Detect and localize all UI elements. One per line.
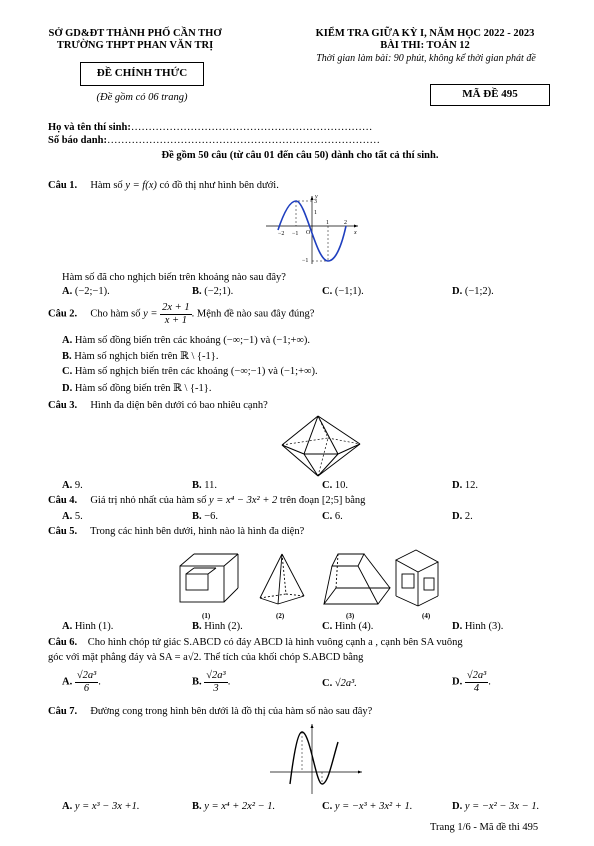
dept-name: SỞ GD&ĐT THÀNH PHỐ CẦN THƠ — [48, 28, 222, 39]
q7-stem — [48, 706, 372, 717]
q6-stem-line1 — [48, 637, 463, 648]
q5-option-c[interactable]: C. Hình (4). — [322, 621, 374, 632]
q2-option-c[interactable]: C. Hàm số nghịch biến trên các khoảng (−∞;−1) và (−1;+∞). — [62, 366, 318, 377]
q3-option-c[interactable]: C. 10. — [322, 480, 348, 491]
q5-figure-3 — [324, 554, 390, 604]
q2-y: y = — [143, 308, 158, 320]
q4-number: Câu 4. — [48, 495, 78, 506]
q1-tick-1: 1 — [326, 220, 329, 226]
q2-option-d[interactable]: D. Hàm số đồng biến trên ℝ \ {-1}. — [62, 383, 212, 394]
time-info: Thời gian làm bài: 90 phút, không kể thời gian phát đề — [316, 53, 536, 64]
q7-option-d[interactable]: D. y = −x² − 3x − 1. — [452, 801, 540, 812]
student-name-row — [48, 122, 372, 133]
q5-label-4: (4) — [422, 612, 431, 620]
q1-tick-m2: −2 — [278, 231, 285, 237]
q2-number: Câu 2. — [48, 308, 78, 320]
student-name-dots[interactable]: …………………………………………………………… — [130, 122, 373, 133]
q1-origin: O — [306, 230, 311, 236]
q1-tick-m1: −1 — [292, 231, 299, 237]
q1-x-arrow — [354, 225, 358, 228]
q7-x-arrow — [358, 771, 362, 774]
q7-option-b[interactable]: B. y = x⁴ + 2x² − 1. — [192, 801, 276, 812]
q3-text: Hình đa diện bên dưới có bao nhiêu cạnh? — [90, 400, 268, 411]
q1-func: y = f(x) — [125, 180, 157, 191]
q4-option-d[interactable]: D. 2. — [452, 511, 473, 522]
q4-mid: trên đoạn — [279, 495, 320, 506]
q4-range: [2;5] — [321, 495, 343, 506]
q7-curve — [290, 732, 338, 784]
q1-graph — [262, 194, 362, 266]
q4-pre: Giá trị nhỏ nhất của hàm số — [90, 495, 207, 506]
q7-text: Đường cong trong hình bên dưới là đồ thị của hàm số nào sau đây? — [90, 706, 373, 717]
q1-tick-ym1: −1 — [302, 258, 309, 264]
q1-stem — [48, 180, 279, 191]
q7-option-a[interactable]: A. y = x³ − 3x +1. — [62, 801, 140, 812]
q7-option-c[interactable]: C. y = −x³ + 3x² + 1. — [322, 801, 413, 812]
q1-option-d[interactable]: D. (−1;2). — [452, 286, 494, 297]
q1-pre: Hàm số — [90, 180, 123, 191]
q6-option-a[interactable]: A. $\frac{\text{√2a³}}{6}$ . — [62, 670, 101, 694]
q5-figure-1 — [180, 554, 238, 602]
q5-label-2: (2) — [276, 612, 285, 620]
q1-option-a[interactable]: A. (−2;−1). — [62, 286, 110, 297]
student-id-row — [48, 135, 380, 146]
page-footer: Trang 1/6 - Mã đề thi 495 — [430, 822, 539, 833]
q2-pre: Cho hàm số — [90, 308, 141, 320]
q2-stem — [48, 302, 314, 326]
q6-option-d[interactable]: D. $\frac{\text{√2a³}}{4}$ . — [452, 670, 491, 694]
q3-stem — [48, 400, 268, 411]
q7-number: Câu 7. — [48, 706, 78, 717]
q4-func: y = x⁴ − 3x² + 2 — [209, 495, 278, 506]
q1-ask: Hàm số đã cho nghịch biến trên khoảng nào sau đây? — [62, 272, 286, 283]
q1-x-label: x — [354, 230, 357, 236]
q4-stem — [48, 495, 365, 506]
q5-label-3: (3) — [346, 612, 355, 620]
q1-tick-y1: 1 — [314, 210, 317, 216]
q5-option-a[interactable]: A. Hình (1). — [62, 621, 114, 632]
q3-option-a[interactable]: A. 9. — [62, 480, 83, 491]
q7-y-arrow — [311, 724, 314, 728]
q5-figures — [176, 548, 442, 620]
subject-title: BÀI THI: TOÁN 12 — [380, 40, 470, 51]
q5-text: Trong các hình bên dưới, hình nào là hình đa diện? — [90, 526, 305, 537]
q3-option-d[interactable]: D. 12. — [452, 480, 478, 491]
q2-option-a[interactable]: A. Hàm số đồng biến trên các khoảng (−∞;−1) và (−1;+∞). — [62, 335, 311, 346]
q7-graph — [266, 722, 366, 796]
q4-option-b[interactable]: B. −6. — [192, 511, 219, 522]
student-id-label: Số báo danh: — [48, 135, 107, 146]
exam-code: MÃ ĐỀ 495 — [462, 88, 518, 100]
q2-post: . Mệnh đề nào sau đây đúng? — [191, 308, 315, 320]
q1-option-b[interactable]: B. (−2;1). — [192, 286, 234, 297]
q4-option-a[interactable]: A. 5. — [62, 511, 83, 522]
q4-option-c[interactable]: C. 6. — [322, 511, 343, 522]
octahedron-figure — [278, 414, 364, 478]
q4-post: bằng — [344, 495, 366, 506]
q3-number: Câu 3. — [48, 400, 78, 411]
q5-option-d[interactable]: D. Hình (3). — [452, 621, 504, 632]
school-name: TRƯỜNG THPT PHAN VĂN TRỊ — [56, 40, 214, 51]
q1-post: có đồ thị như hình bên dưới. — [159, 180, 279, 191]
q6-option-b[interactable]: B. $\frac{\text{√2a³}}{3}$ . — [192, 670, 231, 694]
intro-line: Đề gồm 50 câu (từ câu 01 đến câu 50) dành cho tất cả thí sinh. — [161, 150, 439, 161]
q1-tick-y3: 3 — [314, 199, 317, 205]
student-id-dots[interactable]: …………………………………………………………………… — [106, 135, 380, 146]
q6-line2: góc với mặt phẳng đáy và SA = a√2. Thể tích của khối chóp S.ABCD bằng — [48, 652, 364, 663]
q1-tick-2: 2 — [344, 220, 347, 226]
student-name-label: Họ và tên thí sinh: — [48, 122, 131, 133]
q6-line1: Cho hình chóp tứ giác S.ABCD có đáy ABCD là hình vuông cạnh a , cạnh bên SA vuông — [87, 637, 463, 648]
q5-figure-4 — [396, 550, 438, 606]
q5-option-b[interactable]: B. Hình (2). — [192, 621, 243, 632]
q1-y-label: y — [315, 194, 318, 200]
q5-label-1: (1) — [202, 612, 211, 620]
q2-option-b[interactable]: B. Hàm số nghịch biến trên ℝ \ {-1}. — [62, 351, 219, 362]
q2-fraction: $\frac{2x + 1}{x + 1}$ — [162, 302, 190, 326]
page-count: (Đề gồm có 06 trang) — [96, 92, 188, 103]
q3-option-b[interactable]: B. 11. — [192, 480, 218, 491]
exam-title: KIỂM TRA GIỮA KỲ I, NĂM HỌC 2022 - 2023 — [315, 28, 535, 39]
q5-number: Câu 5. — [48, 526, 78, 537]
q5-figure-2 — [260, 554, 304, 604]
q6-option-c[interactable]: C. √2a³. — [322, 678, 357, 689]
q5-stem — [48, 526, 304, 537]
q1-number: Câu 1. — [48, 180, 78, 191]
official-label: ĐỀ CHÍNH THỨC — [96, 67, 188, 79]
q6-number: Câu 6. — [48, 637, 78, 648]
q1-option-c[interactable]: C. (−1;1). — [322, 286, 364, 297]
